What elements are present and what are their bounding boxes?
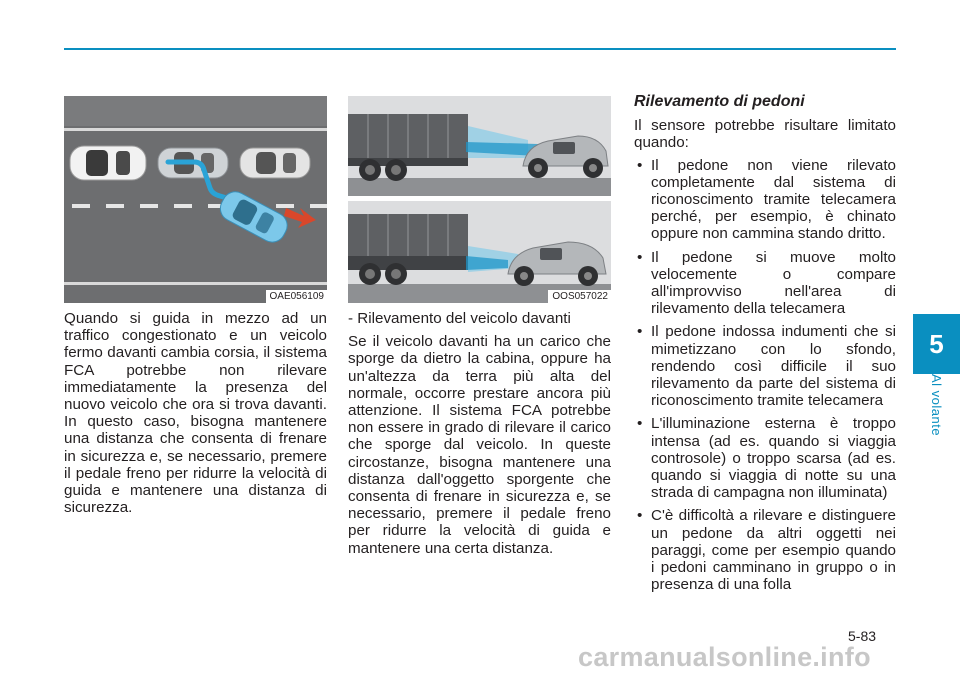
column-1	[64, 310, 327, 516]
bullet-icon: •	[637, 156, 643, 174]
list-item: • Il pedone indossa indumenti che si mimetizzano con lo sfondo, rendendo così difficile il suo rilevamento da parte del sistema di riconoscimento tramite telecamera	[637, 323, 896, 410]
chapter-tab: 5	[913, 314, 960, 374]
column-3	[634, 93, 896, 599]
truck-load-figure	[348, 96, 611, 303]
section-heading: Rilevamento di pedoni	[634, 93, 805, 110]
bullet-list	[634, 157, 896, 594]
bullet-icon: •	[637, 415, 643, 433]
page-number: 5-83	[848, 628, 877, 644]
paragraph-lane-change: Quando si guida in mezzo ad un traffico congestionato e un veicolo fermo davanti cambia corsia, il sistema FCA potrebbe non rilevare immediatamente la presenza del nuovo veicolo che ora si trova davanti. In questo caso, bisogna mantenere una distanza che consenta di frenare in sicurezza e, se necessario, premere il pedale freno per ridurre la velocità di guida e mantenere una distanza di sicurezza.	[64, 310, 327, 517]
watermark: carmanualsonline.info	[578, 642, 871, 672]
truck-load-illustration	[348, 96, 611, 303]
list-item: • C'è difficoltà a rilevare e distinguere un pedone da altri oggetti nei paraggi, come per esempio quando i pedoni camminano in gruppo o in presenza di una folla	[637, 507, 896, 594]
intro-text: Il sensore potrebbe risultare limitato quando:	[634, 117, 896, 152]
lane-change-illustration	[64, 96, 327, 303]
lane-change-figure	[64, 96, 327, 303]
bullet-icon: •	[637, 323, 643, 341]
list-item: • Il pedone si muove molto velocemente o compare all'improvviso nell'area di rilevamento della telecamera	[637, 248, 896, 318]
paragraph-truck-load: Se il veicolo davanti ha un carico che sporge da dietro la cabina, oppure ha un'altezza da terra più alta del normale, occorre prestare ancora più attenzione. Il sistema FCA potrebbe non essere in grado di rilevare il carico che sporge dal veicolo. In queste circostanze, bisogna mantenere una distanza dall'oggetto sporgente che consenta di frenare in sicurezza e, se necessario, premere il pedale freno per ridurre la velocità di guida e mantenere una certa distanza.	[348, 333, 611, 557]
item-title: - Rilevamento del veicolo davanti	[348, 310, 571, 327]
list-item: • L'illuminazione esterna è troppo intensa (ad es. quando si viaggia controsole) o troppo scarsa (ad es. quando si viaggia di notte su una strada di campagna non illuminata)	[637, 415, 896, 502]
bullet-icon: •	[637, 507, 643, 525]
column-2	[348, 310, 611, 557]
figure-code: OOS057022	[548, 290, 611, 303]
bullet-icon: •	[637, 248, 643, 266]
top-rule	[64, 48, 896, 50]
figure-code: OAE056109	[266, 290, 328, 303]
list-item: • Il pedone non viene rilevato completamente dal sistema di riconoscimento tramite telecamera perché, per esempio, è chinato oppure non cammina stando dritto.	[637, 156, 896, 243]
chapter-title: Al volante	[929, 374, 944, 437]
